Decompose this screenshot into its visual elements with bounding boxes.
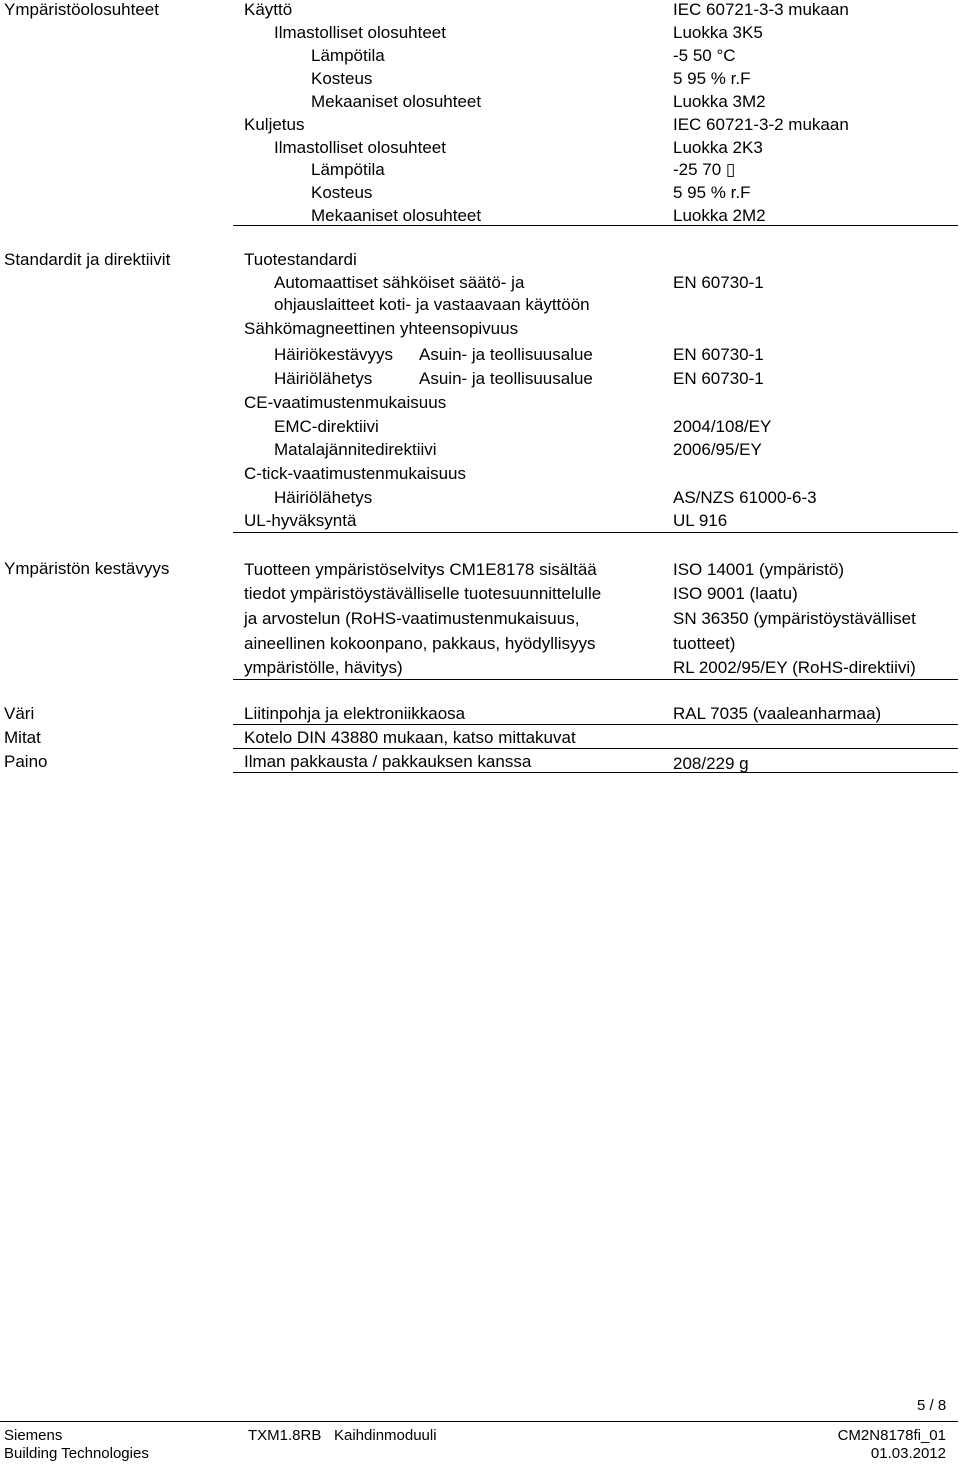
sustainability-divider (233, 679, 958, 680)
standards-heading: Standardit ja direktiivit (4, 250, 171, 269)
ctick-emission-label: Häiriölähetys (274, 488, 373, 507)
sustainability-line: ja arvostelun (RoHS-vaatimustenmukaisuus, (244, 609, 580, 628)
sustainability-heading: Ympäristön kestävyys (4, 559, 170, 578)
transport-value: IEC 60721-3-2 mukaan (673, 115, 849, 134)
color-divider (233, 724, 958, 725)
tr-mech-value: Luokka 2M2 (673, 206, 766, 225)
dimensions-label: Kotelo DIN 43880 mukaan, katso mittakuvat (244, 728, 576, 747)
tr-temp-value: -25 70 ▯ (673, 160, 736, 179)
op-climate-value: Luokka 3K5 (673, 23, 763, 42)
immunity-label: Häiriökestävyys (274, 345, 394, 364)
dimensions-divider (233, 748, 958, 749)
op-mech-value: Luokka 3M2 (673, 92, 766, 111)
color-label: Liitinpohja ja elektroniikkaosa (244, 704, 466, 723)
env-divider (233, 225, 958, 226)
auto-controls-value: EN 60730-1 (673, 273, 764, 292)
auto-controls-line2: ohjauslaitteet koti- ja vastaavaan käyttöön (274, 295, 590, 314)
lv-directive-label: Matalajännitedirektiivi (274, 440, 437, 459)
transport-label: Kuljetus (244, 115, 305, 134)
operation-label: Käyttö (244, 0, 293, 19)
emc-directive-label: EMC-direktiivi (274, 417, 379, 436)
emc-label: Sähkömagneettinen yhteensopivuus (244, 319, 519, 338)
weight-heading: Paino (4, 752, 48, 771)
page-number: 5 / 8 (917, 1397, 947, 1414)
sustainability-value: ISO 14001 (ympäristö) (673, 560, 845, 579)
footer-date: 01.03.2012 (870, 1445, 946, 1462)
tr-climate-value: Luokka 2K3 (673, 138, 763, 157)
tr-humidity-value: 5 95 % r.F (673, 183, 751, 202)
ul-value: UL 916 (673, 511, 728, 530)
weight-value: 208/229 g (673, 754, 749, 773)
auto-controls-line1: Automaattiset sähköiset säätö- ja (274, 273, 525, 292)
emission-value: EN 60730-1 (673, 369, 764, 388)
op-temp-value: -5 50 °C (673, 46, 736, 65)
emission-area: Asuin- ja teollisuusalue (419, 369, 593, 388)
tr-temp-label: Lämpötila (311, 160, 385, 179)
sustainability-line: ympäristölle, hävitys) (244, 658, 403, 677)
emc-directive-value: 2004/108/EY (673, 417, 772, 436)
standards-divider (233, 532, 958, 533)
footer-product: TXM1.8RB (248, 1427, 322, 1444)
footer-product-name: Kaihdinmoduuli (334, 1427, 437, 1444)
weight-divider (233, 772, 958, 773)
immunity-area: Asuin- ja teollisuusalue (419, 345, 593, 364)
sustainability-value: SN 36350 (ympäristöystävälliset (673, 609, 916, 628)
sustainability-value: ISO 9001 (laatu) (673, 584, 798, 603)
color-heading: Väri (4, 704, 35, 723)
ce-label: CE-vaatimustenmukaisuus (244, 393, 447, 412)
tr-mech-label: Mekaaniset olosuhteet (311, 206, 482, 225)
op-humidity-value: 5 95 % r.F (673, 69, 751, 88)
product-standard-label: Tuotestandardi (244, 250, 357, 269)
op-humidity-label: Kosteus (311, 69, 373, 88)
sustainability-line: aineellinen kokoonpano, pakkaus, hyödyllisyys (244, 634, 596, 653)
color-value: RAL 7035 (vaaleanharmaa) (673, 704, 882, 723)
ctick-emission-value: AS/NZS 61000-6-3 (673, 488, 817, 507)
op-temp-label: Lämpötila (311, 46, 385, 65)
op-mech-label: Mekaaniset olosuhteet (311, 92, 482, 111)
weight-label: Ilman pakkausta / pakkauksen kanssa (244, 752, 532, 771)
tr-climate-label: Ilmastolliset olosuhteet (274, 138, 446, 157)
footer-division: Building Technologies (4, 1445, 149, 1462)
footer-divider (0, 1421, 958, 1422)
ul-label: UL-hyväksyntä (244, 511, 357, 530)
sustainability-line: Tuotteen ympäristöselvitys CM1E8178 sisältää (244, 560, 597, 579)
operation-value: IEC 60721-3-3 mukaan (673, 0, 849, 19)
sustainability-value: RL 2002/95/EY (RoHS-direktiivi) (673, 658, 916, 677)
immunity-value: EN 60730-1 (673, 345, 764, 364)
lv-directive-value: 2006/95/EY (673, 440, 762, 459)
footer-doc-number: CM2N8178fi_01 (837, 1427, 946, 1444)
tr-humidity-label: Kosteus (311, 183, 373, 202)
emission-label: Häiriölähetys (274, 369, 373, 388)
op-climate-label: Ilmastolliset olosuhteet (274, 23, 446, 42)
sustainability-line: tiedot ympäristöystävälliselle tuotesuunnittelulle (244, 584, 602, 603)
sustainability-value: tuotteet) (673, 634, 736, 653)
ctick-label: C-tick-vaatimustenmukaisuus (244, 464, 467, 483)
footer-company: Siemens (4, 1427, 63, 1444)
env-heading: Ympäristöolosuhteet (4, 0, 159, 19)
dimensions-heading: Mitat (4, 728, 41, 747)
